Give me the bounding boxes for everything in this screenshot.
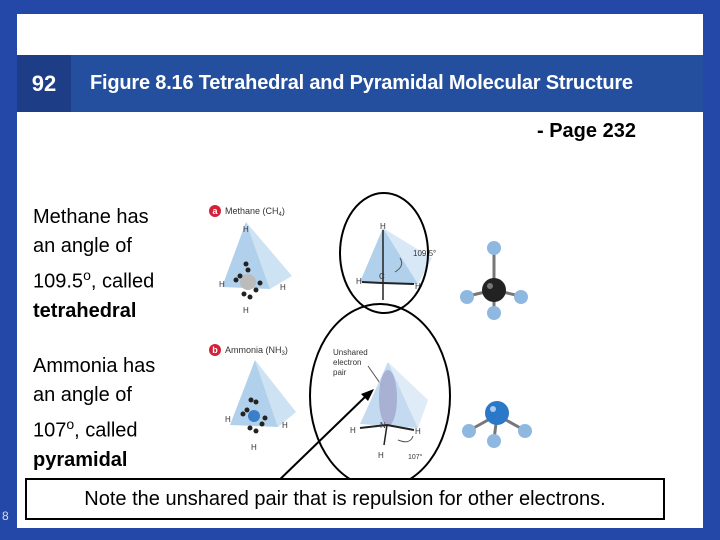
note-box xyxy=(25,478,665,520)
svg-text:H: H xyxy=(415,427,421,436)
svg-text:109.5°: 109.5° xyxy=(413,249,437,258)
ammonia-degree-mark: o xyxy=(66,416,75,432)
methane-shape-name: tetrahedral xyxy=(33,299,137,322)
panel-b-label: Ammonia $(NH_3)$ xyxy=(225,345,288,357)
svg-text:H: H xyxy=(415,282,421,291)
page-number: 92 xyxy=(31,70,57,96)
figure-title: Figure 8.16 Tetrahedral and Pyramidal Molecular Structure xyxy=(90,72,633,94)
methane-called: , called xyxy=(90,270,155,293)
methane-lewis-tetrahedron xyxy=(219,222,292,315)
methane-line-1: Methane has xyxy=(33,206,149,228)
svg-text:N: N xyxy=(380,421,386,430)
svg-text:H: H xyxy=(243,306,249,315)
svg-text:H: H xyxy=(356,277,362,286)
ammonia-called: , called xyxy=(74,419,138,442)
ammonia-ball-stick-model xyxy=(462,401,532,448)
svg-text:H: H xyxy=(378,451,384,460)
methane-ball-stick-model xyxy=(460,241,528,320)
methane-3d-tetrahedron xyxy=(356,222,436,300)
methane-degree-mark: o xyxy=(83,267,91,283)
ammonia-line-2: an angle of xyxy=(33,384,132,406)
ammonia-shape-name: pyramidal xyxy=(33,448,128,471)
footer-mark: 8 xyxy=(2,509,9,523)
panel-b-marker: b xyxy=(212,345,218,355)
note-text: Note the unshared pair that is repulsion for other electrons. xyxy=(84,487,606,510)
svg-text:H: H xyxy=(380,222,386,231)
svg-text:electron: electron xyxy=(333,358,362,367)
svg-text:H: H xyxy=(282,421,288,430)
ammonia-3d-pyramid xyxy=(333,348,428,461)
ammonia-angle-value: 107 xyxy=(33,419,67,442)
svg-text:C: C xyxy=(379,272,385,281)
svg-text:H: H xyxy=(251,443,257,452)
svg-text:Unshared: Unshared xyxy=(333,348,368,357)
page-reference: - Page 232 xyxy=(537,120,636,142)
ammonia-lewis-tetrahedron xyxy=(225,360,296,452)
methane-angle-value: 109.5 xyxy=(33,270,84,293)
methane-line-2: an angle of xyxy=(33,235,132,257)
panel-a-marker: a xyxy=(212,206,218,216)
svg-text:H: H xyxy=(219,280,225,289)
panel-a-label: Methane $(CH_4)$ xyxy=(225,206,285,218)
ammonia-line-1: Ammonia has xyxy=(33,355,156,377)
svg-text:H: H xyxy=(350,426,356,435)
svg-text:H: H xyxy=(243,225,249,234)
svg-text:H: H xyxy=(225,415,231,424)
svg-text:pair: pair xyxy=(333,368,347,377)
svg-text:H: H xyxy=(280,283,286,292)
svg-text:107°: 107° xyxy=(408,454,423,461)
